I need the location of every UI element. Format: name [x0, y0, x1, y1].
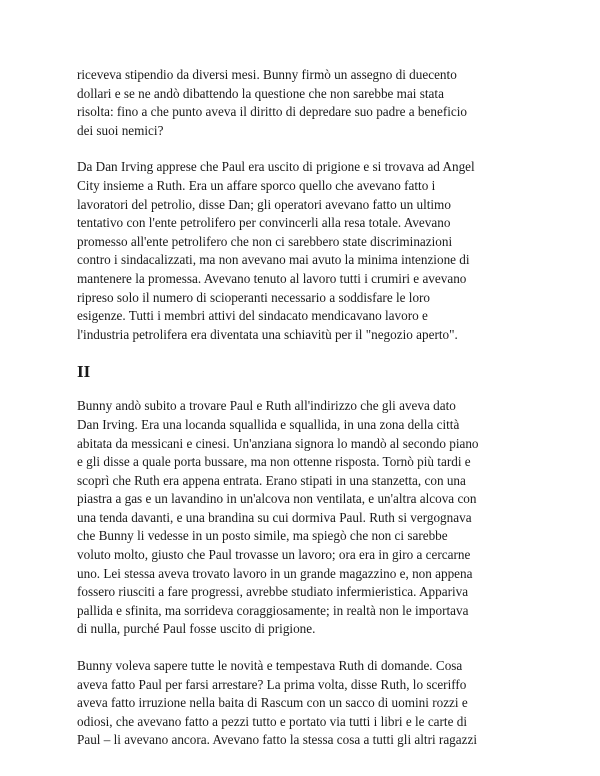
text-line: risolta: fino a che punto aveva il diritto di depredare suo padre a beneficio	[77, 104, 467, 120]
text-line: Bunny voleva sapere tutte le novità e tempestava Ruth di domande. Cosa	[77, 658, 463, 674]
text-line: Paul – li avevano ancora. Avevano fatto la stessa cosa a tutti gli altri ragazzi	[77, 732, 477, 748]
text-line: lavoratori del petrolio, disse Dan; gli operatori avevano fatto un ultimo	[77, 196, 451, 212]
text-line: City insieme a Ruth. Era un affare sporco quello che avevano fatto i	[77, 177, 436, 193]
text-line: pallida e sfinita, ma sorrideva coraggiosamente; in realtà non le importava	[77, 602, 469, 618]
text-line: Bunny andò subito a trovare Paul e Ruth all'indirizzo che gli aveva dato	[77, 398, 456, 414]
text-line: dollari e se ne andò dibattendo la questione che non sarebbe mai stata	[77, 85, 444, 101]
text-line: che Bunny li vedesse in un posto simile, ma spiegò che non ci sarebbe	[77, 528, 448, 544]
text-line: scoprì che Ruth era appena entrata. Erano stipati in una stanzetta, con una	[77, 472, 466, 488]
text-line: esigenze. Tutti i membri attivi del sindacato mendicavano lavoro e	[77, 308, 428, 324]
text-line: una tenda davanti, e una brandina su cui dormiva Paul. Ruth si vergognava	[77, 509, 472, 525]
paragraph	[77, 158, 527, 344]
text-line: di nulla, purché Paul fosse uscito di prigione.	[77, 621, 316, 637]
text-line: fossero riusciti a fare progressi, avrebbe studiato infermieristica. Appariva	[77, 584, 469, 600]
text-line: tentativo con l'ente petrolifero per convincerli alla resa totale. Avevano	[77, 215, 451, 231]
text-line: odiosi, che avevano fatto a pezzi tutto e portato via tutti i libri e le carte di	[77, 713, 467, 729]
text-line: aveva fatto irruzione nella baita di Rascum con un sacco di uomini rozzi e	[77, 695, 468, 711]
text-line: uno. Lei stessa aveva trovato lavoro in un grande magazzino e, non appena	[77, 565, 473, 581]
text-line: dei suoi nemici?	[77, 122, 164, 138]
text-line: voluto molto, giusto che Paul trovasse un lavoro; ora era in giro a cercarne	[77, 547, 471, 563]
text-line: mantenere la promessa. Avevano tenuto al lavoro tutti i crumiri e avevano	[77, 270, 467, 286]
document-page	[77, 66, 527, 768]
text-line: contro i sindacalizzati, ma non avevano mai avuto la minima intenzione di	[77, 252, 470, 268]
text-line: promesso all'ente petrolifero che non ci sarebbero state discriminazioni	[77, 233, 453, 249]
text-line: piastra a gas e un lavandino in un'alcova non ventilata, e un'altra alcova con	[77, 491, 477, 507]
paragraph	[77, 66, 527, 140]
paragraph	[77, 657, 527, 750]
text-line: Da Dan Irving apprese che Paul era uscito di prigione e si trovava ad Angel	[77, 159, 475, 175]
text-line: Dan Irving. Era una locanda squallida e squallida, in una zona della città	[77, 416, 460, 432]
text-line: l'industria petrolifera era diventata una schiavitù per il "negozio aperto".	[77, 326, 458, 342]
section-heading: II	[77, 362, 91, 382]
text-line: e gli disse a quale porta bussare, ma non ottenne risposta. Tornò più tardi e	[77, 454, 471, 470]
text-line: ripreso solo il numero di scioperanti necessario a soddisfare le loro	[77, 289, 431, 305]
text-line: aveva fatto Paul per farsi arrestare? La prima volta, disse Ruth, lo sceriffo	[77, 676, 467, 692]
text-line: riceveva stipendio da diversi mesi. Bunny firmò un assegno di duecento	[77, 67, 457, 82]
document-body-bottom	[77, 397, 527, 750]
text-line: abitata da messicani e cinesi. Un'anziana signora lo mandò al secondo piano	[77, 435, 479, 451]
document-body-top	[77, 66, 527, 344]
paragraph	[77, 397, 527, 639]
